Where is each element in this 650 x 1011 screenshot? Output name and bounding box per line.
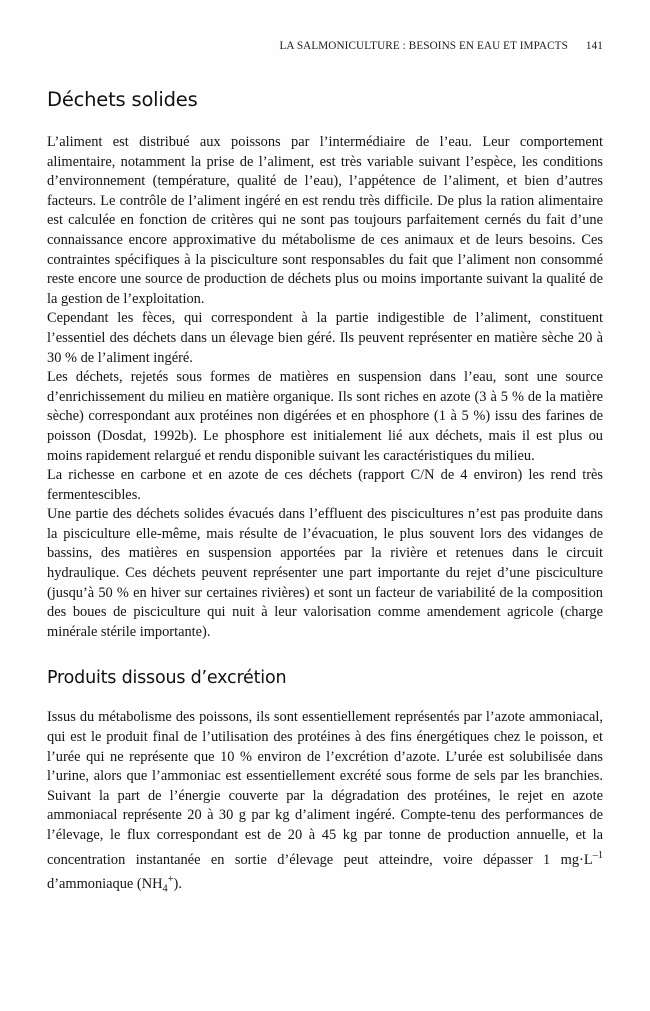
paragraph: Une partie des déchets solides évacués dans l’effluent des piscicultures n’est pas produite dans la pisciculture elle-même, mais résulte de l’évacuation, le plus souvent lors des vidanges de bassins, des matières en suspension apportées par la rivière et retenues dans le circuit hydraulique. Ces déchets peuvent représenter une part importante du rejet d’une pisciculture (jusqu’à 50 % en hiver sur certaines rivières) et sont un facteur de variabilité de la composition des boues de pisciculture qui nuit à leur valorisation comme amendement agricole (charge minérale stérile importante). [47, 506, 603, 640]
ammonium-superscript: + [167, 873, 174, 885]
page-content [47, 88, 603, 899]
section-heading-produits-dissous: Produits dissous d’excrétion [47, 668, 287, 689]
paragraph-text-part-1: Issus du métabolisme des poissons, ils sont essentiellement représentés par l’azote ammoniacal, qui est le produit final de l’utilisation des protéines à des fins énergétiques chez le poisson, et l’urée qui ne représente que 10 % environ de l’excrétion d’azote. L’urée est solubilisée dans l’urine, alors que l’ammoniac est essentiellement excrété sous forme de sels par les branchies. Suivant la part de l’énergie couverte par la dégradation des protéines, le rejet en azote ammoniacal représente 20 à 30 g par kg d’aliment ingéré. Compte-tenu des performances de l’élevage, le flux correspondant est de 20 à 45 kg par tonne de production annuelle, et la concentration instantanée en sortie d’élevage peut atteindre, voire dépasser 1 mg·L [47, 709, 603, 868]
paragraph: Cependant les fèces, qui correspondent à la partie indigestible de l’aliment, constituent l’essentiel des déchets dans un élevage bien géré. Ils peuvent représenter en matière sèche 20 à 30 % de l’aliment ingéré. [47, 310, 603, 366]
paragraph: Les déchets, rejetés sous formes de matières en suspension dans l’eau, sont une source d’enrichissement du milieu en matière organique. Ils sont riches en azote (3 à 5 % de la matière sèche) correspondant aux protéines non digérées et en phosphore (1 à 5 %) issu des farines de poisson (Dosdat, 1992b). Le phosphore est initialement lié aux déchets, mais il est plus ou moins rapidement relargué et rendu disponible suivant les caractéristiques du milieu. [47, 369, 603, 464]
paragraph [47, 708, 603, 899]
paragraph: L’aliment est distribué aux poissons par l’intermédiaire de l’eau. Leur comportement alimentaire, notamment la prise de l’aliment, est très variable suivant l’espèce, les conditions d’environnement (température, qualité de l’eau), l’appétence de l’aliment, et bien d’autres facteurs. Le contrôle de l’aliment ingéré en est rendu très difficile. De plus la ration alimentaire est calculée en fonction de critères qui ne sont pas toujours parfaitement cernés du fait d’une connaissance encore approximative du métabolisme de ces animaux et de leurs besoins. Ces contraintes spécifiques à la pisciculture sont responsables du fait que l’aliment non consommé reste encore une source de production de déchets plus ou moins importante suivant la qualité de la gestion de l’exploitation. [47, 134, 603, 307]
unit-exponent: –1 [592, 849, 603, 861]
running-header-title: LA SALMONICULTURE : BESOINS EN EAU ET IMPACTS [279, 40, 568, 52]
running-header [47, 40, 603, 52]
paragraph-text-part-2: d’ammoniaque (NH [47, 875, 163, 892]
page-number: 141 [585, 40, 603, 52]
paragraph-closing: ). [173, 875, 182, 892]
section-heading-dechets-solides: Déchets solides [47, 88, 198, 111]
ammonium-subscript: 4 [162, 883, 168, 895]
paragraph: La richesse en carbone et en azote de ces déchets (rapport C/N de 4 environ) les rend très fermentescibles. [47, 467, 603, 503]
